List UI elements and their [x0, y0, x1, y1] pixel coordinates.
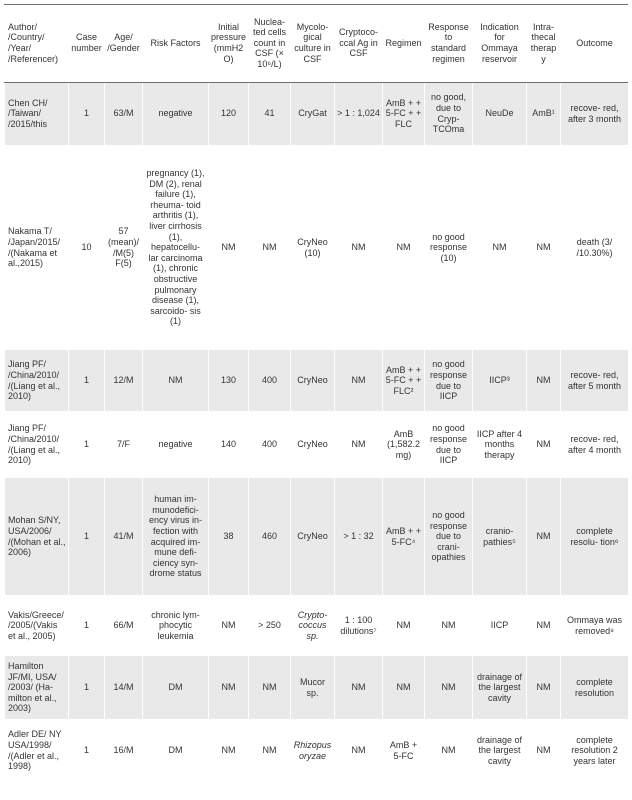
table-row	[5, 596, 629, 656]
table-row	[5, 720, 629, 782]
cell-age-gender: 57 (mean)/ /M(5) F(5)	[105, 146, 143, 350]
cell-initial-pressure: NM	[209, 146, 249, 350]
cell-mycological-culture: CryGat	[291, 82, 335, 146]
cell-ommaya-indication: drainage of the largest cavity	[473, 656, 527, 720]
cell-author: Adler DE/ NY USA/1998/ /(Adler et al., 1998)	[5, 720, 69, 782]
cell-ommaya-indication: IICP	[473, 596, 527, 656]
cell-outcome: death (3/ /10.30%)	[561, 146, 629, 350]
cell-age-gender: 12/M	[105, 350, 143, 412]
cell-response: no good response due to IICP	[425, 412, 473, 478]
cell-risk-factors: chronic lym- phocytic leukemia	[143, 596, 209, 656]
cell-regimen: AmB (1,582.2 mg)	[383, 412, 425, 478]
table-row	[5, 412, 629, 478]
cell-case-number: 1	[69, 656, 105, 720]
cell-age-gender: 14/M	[105, 656, 143, 720]
table-wrapper	[4, 4, 628, 782]
cell-ommaya-indication: drainage of the largest cavity	[473, 720, 527, 782]
cell-cryptococcal-ag: NM	[335, 350, 383, 412]
header-author: Author/ /Country/ /Year/ /Referencer)	[5, 5, 69, 82]
cell-cryptococcal-ag: NM	[335, 146, 383, 350]
cell-ommaya-indication: cranio- pathies⁵	[473, 478, 527, 596]
cell-mycological-culture: Mucor sp.	[291, 656, 335, 720]
cell-initial-pressure: 130	[209, 350, 249, 412]
cell-author: Jiang PF/ /China/2010/ /(Liang et al., 2010)	[5, 412, 69, 478]
cell-ommaya-indication: IICP after 4 months therapy	[473, 412, 527, 478]
cell-initial-pressure: NM	[209, 656, 249, 720]
table-row	[5, 656, 629, 720]
cell-case-number: 1	[69, 720, 105, 782]
cell-age-gender: 7/F	[105, 412, 143, 478]
table-row	[5, 82, 629, 146]
cell-age-gender: 16/M	[105, 720, 143, 782]
cell-risk-factors: DM	[143, 656, 209, 720]
header-risk-factors: Risk Factors	[143, 5, 209, 82]
cell-risk-factors: pregnancy (1), DM (2), renal failure (1), rheuma- toid arthritis (1), liver cirrhosis (1), hepatocellu- lar carcinoma (1), chronic obstructive pulmonary disease (1), sarcoido- sis (1)	[143, 146, 209, 350]
cell-ommaya-indication: NM	[473, 146, 527, 350]
header-case-number: Case number	[69, 5, 105, 82]
cell-initial-pressure: 38	[209, 478, 249, 596]
literature-review-table	[4, 4, 629, 782]
cell-mycological-culture: CryNeo	[291, 350, 335, 412]
cell-regimen: NM	[383, 146, 425, 350]
cell-cryptococcal-ag: > 1 : 1,024	[335, 82, 383, 146]
cell-ommaya-indication: NeuDe	[473, 82, 527, 146]
table-row	[5, 478, 629, 596]
header-intrathecal-therapy: Intra- thecal therapy	[527, 5, 561, 82]
cell-author: Mohan S/NY, USA/2006/ /(Mohan et al., 2006)	[5, 478, 69, 596]
cell-initial-pressure: NM	[209, 720, 249, 782]
header-mycological-culture: Mycolo- gical culture in CSF	[291, 5, 335, 82]
cell-author: Chen CH/ /Taiwan/ /2015/this	[5, 82, 69, 146]
header-ommaya-indication: Indication for Ommaya reservoir	[473, 5, 527, 82]
cell-case-number: 1	[69, 596, 105, 656]
cell-author: Vakis/Greece/ /2005/(Vakis et al., 2005)	[5, 596, 69, 656]
cell-response: NM	[425, 596, 473, 656]
cell-risk-factors: NM	[143, 350, 209, 412]
cell-nucleated-cells: NM	[249, 656, 291, 720]
cell-response: no good response due to IICP	[425, 350, 473, 412]
cell-cryptococcal-ag: NM	[335, 412, 383, 478]
cell-outcome: complete resolution 2 years later	[561, 720, 629, 782]
cell-initial-pressure: NM	[209, 596, 249, 656]
cell-intrathecal-therapy: NM	[527, 656, 561, 720]
header-regimen: Regimen	[383, 5, 425, 82]
cell-ommaya-indication: IICP³	[473, 350, 527, 412]
cell-response: no good response due to crani- opathies	[425, 478, 473, 596]
cell-nucleated-cells: NM	[249, 720, 291, 782]
cell-regimen: AmB + + 5-FC + + FLC²	[383, 350, 425, 412]
cell-cryptococcal-ag: NM	[335, 720, 383, 782]
header-response: Response to standard regimen	[425, 5, 473, 82]
cell-intrathecal-therapy: NM	[527, 350, 561, 412]
cell-cryptococcal-ag: 1 : 100 dilutions⁷	[335, 596, 383, 656]
cell-intrathecal-therapy: NM	[527, 720, 561, 782]
header-outcome: Outcome	[561, 5, 629, 82]
cell-intrathecal-therapy: AmB¹	[527, 82, 561, 146]
cell-intrathecal-therapy: NM	[527, 146, 561, 350]
cell-initial-pressure: 140	[209, 412, 249, 478]
cell-outcome: recove- red, after 4 month	[561, 412, 629, 478]
header-nucleated-cells: Nuclea- ted cells count in CSF (× 10⁶/L)	[249, 5, 291, 82]
species-italic: Rhizopus oryzae	[293, 739, 332, 761]
cell-author: Nakama T/ /Japan/2015/ /(Nakama et al.,2015)	[5, 146, 69, 350]
cell-response: NM	[425, 656, 473, 720]
cell-nucleated-cells: > 250	[249, 596, 291, 656]
cell-nucleated-cells: NM	[249, 146, 291, 350]
cell-age-gender: 41/M	[105, 478, 143, 596]
cell-initial-pressure: 120	[209, 82, 249, 146]
cell-case-number: 1	[69, 478, 105, 596]
cell-mycological-culture	[291, 596, 335, 656]
cell-regimen: AmB + + 5-FC⁴	[383, 478, 425, 596]
top-rule	[4, 4, 628, 5]
cell-response: no good response (10)	[425, 146, 473, 350]
cell-nucleated-cells: 41	[249, 82, 291, 146]
cell-case-number: 10	[69, 146, 105, 350]
header-initial-pressure: Initial pressure (mmH2O)	[209, 5, 249, 82]
header-rule	[4, 82, 628, 83]
cell-intrathecal-therapy: NM	[527, 412, 561, 478]
header-cryptococcal-ag: Cryptoco- ccal Ag in CSF	[335, 5, 383, 82]
cell-cryptococcal-ag: NM	[335, 656, 383, 720]
species-italic: Crypto- coccus sp.	[297, 609, 328, 641]
cell-outcome: complete resolu- tion⁶	[561, 478, 629, 596]
cell-risk-factors: human im- munodefici- ency virus in- fection with acquired im- mune defi- ciency syn- drome status	[143, 478, 209, 596]
table-row	[5, 146, 629, 350]
cell-case-number: 1	[69, 350, 105, 412]
cell-regimen: NM	[383, 596, 425, 656]
header-row	[5, 5, 629, 82]
cell-author: Hamilton JF/MI, USA/ /2003/ (Ha- milton et al., 2003)	[5, 656, 69, 720]
cell-intrathecal-therapy: NM	[527, 478, 561, 596]
cell-outcome: recove- red, after 3 month	[561, 82, 629, 146]
cell-mycological-culture: CryNeo	[291, 412, 335, 478]
cell-risk-factors: negative	[143, 82, 209, 146]
cell-outcome: Ommaya was removed⁸	[561, 596, 629, 656]
cell-case-number: 1	[69, 82, 105, 146]
cell-response: NM	[425, 720, 473, 782]
cell-author: Jiang PF/ /China/2010/ /(Liang et al., 2010)	[5, 350, 69, 412]
cell-mycological-culture: CryNeo (10)	[291, 146, 335, 350]
cell-cryptococcal-ag: > 1 : 32	[335, 478, 383, 596]
cell-outcome: complete resolution	[561, 656, 629, 720]
table-row	[5, 350, 629, 412]
cell-nucleated-cells: 400	[249, 412, 291, 478]
cell-intrathecal-therapy: NM	[527, 596, 561, 656]
cell-case-number: 1	[69, 412, 105, 478]
cell-regimen: AmB + 5-FC	[383, 720, 425, 782]
cell-mycological-culture: CryNeo	[291, 478, 335, 596]
cell-risk-factors: negative	[143, 412, 209, 478]
cell-response: no good, due to Cryp- TCOma	[425, 82, 473, 146]
cell-regimen: AmB + + 5-FC + + FLC	[383, 82, 425, 146]
cell-mycological-culture	[291, 720, 335, 782]
cell-risk-factors: DM	[143, 720, 209, 782]
cell-age-gender: 66/M	[105, 596, 143, 656]
cell-age-gender: 63/M	[105, 82, 143, 146]
cell-regimen: NM	[383, 656, 425, 720]
cell-nucleated-cells: 400	[249, 350, 291, 412]
header-age-gender: Age/ /Gender	[105, 5, 143, 82]
cell-outcome: recove- red, after 5 month	[561, 350, 629, 412]
cell-nucleated-cells: 460	[249, 478, 291, 596]
